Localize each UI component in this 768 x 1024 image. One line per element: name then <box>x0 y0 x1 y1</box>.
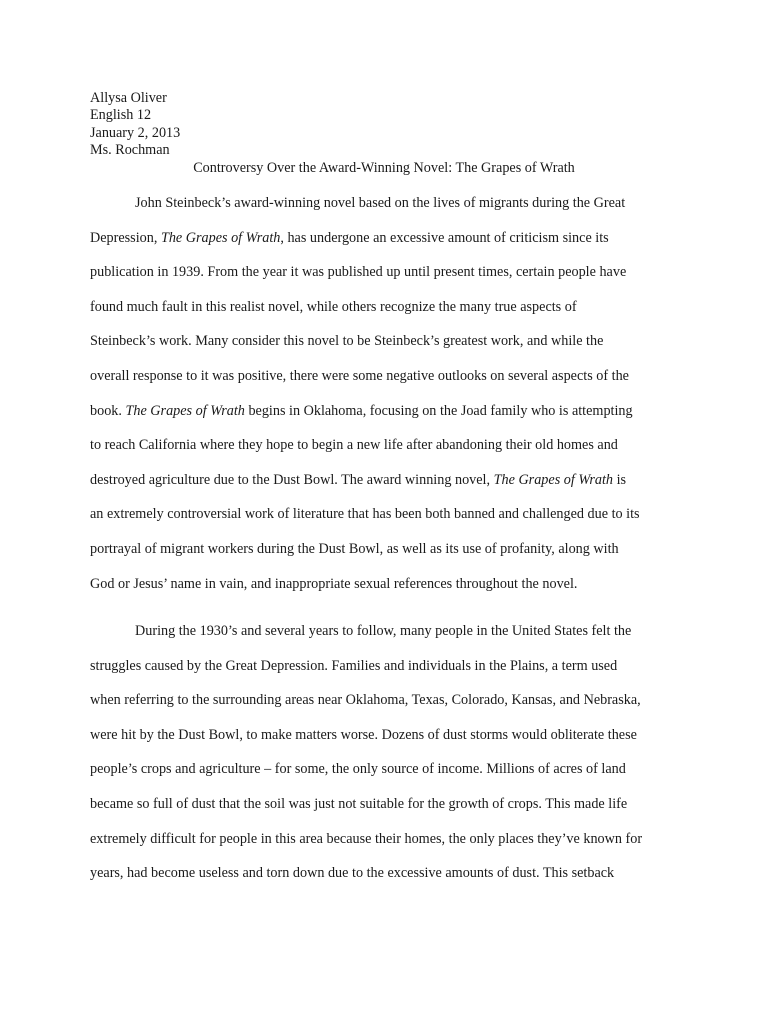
body-line <box>90 230 609 247</box>
body-line: became so full of dust that the soil was just not suitable for the growth of crops. This made life <box>90 796 628 812</box>
body-line: years, had become useless and torn down due to the excessive amounts of dust. This setback <box>90 865 615 882</box>
book-title-italic: The Grapes of Wrath <box>493 471 614 488</box>
date: January 2, 2013 <box>90 124 181 141</box>
body-line: when referring to the surrounding areas near Oklahoma, Texas, Colorado, Kansas, and Nebraska, <box>90 692 641 709</box>
text-run: , has undergone an excessive amount of criticism since its <box>280 229 609 246</box>
body-line <box>90 472 626 489</box>
text-run: is <box>613 471 627 488</box>
body-line: John Steinbeck’s award-winning novel based on the lives of migrants during the Great <box>135 195 626 211</box>
body-line <box>90 403 633 420</box>
body-line: were hit by the Dust Bowl, to make matters worse. Dozens of dust storms would obliterate these <box>90 726 637 743</box>
text-run: book. <box>90 402 126 419</box>
body-line: Steinbeck’s work. Many consider this novel to be Steinbeck’s greatest work, and while the <box>90 333 604 350</box>
text-run: begins in Oklahoma, focusing on the Joad family who is attempting <box>244 402 633 419</box>
book-title-italic: The Grapes of Wrath <box>125 402 245 419</box>
body-line: struggles caused by the Great Depression. Families and individuals in the Plains, a term used <box>90 657 618 674</box>
book-title-italic: The Grapes of Wrath <box>160 229 281 246</box>
text-run: destroyed agriculture due to the Dust Bowl. The award winning novel, <box>90 471 494 488</box>
body-line: people’s crops and agriculture – for some, the only source of income. Millions of acres of land <box>90 761 626 778</box>
body-line: God or Jesus’ name in vain, and inappropriate sexual references throughout the novel. <box>90 575 578 592</box>
body-line: found much fault in this realist novel, while others recognize the many true aspects of <box>90 298 577 315</box>
body-line: an extremely controversial work of literature that has been both banned and challenged due to its <box>90 506 640 523</box>
body-line: publication in 1939. From the year it was published up until present times, certain people have <box>90 264 627 281</box>
teacher-name: Ms. Rochman <box>90 142 170 159</box>
body-line: portrayal of migrant workers during the Dust Bowl, as well as its use of profanity, along with <box>90 541 619 557</box>
course-name: English 12 <box>90 107 152 124</box>
mla-header <box>90 90 180 160</box>
text-run: Depression, <box>90 229 161 246</box>
essay-title: Controversy Over the Award-Winning Novel: The Grapes of Wrath <box>193 160 575 176</box>
body-line: During the 1930’s and several years to follow, many people in the United States felt the <box>135 623 632 639</box>
body-line: extremely difficult for people in this area because their homes, the only places they’ve known for <box>90 830 643 847</box>
author-name: Allysa Oliver <box>90 90 167 106</box>
body-line: overall response to it was positive, there were some negative outlooks on several aspects of the <box>90 368 629 384</box>
body-line: to reach California where they hope to begin a new life after abandoning their old homes and <box>90 437 618 454</box>
